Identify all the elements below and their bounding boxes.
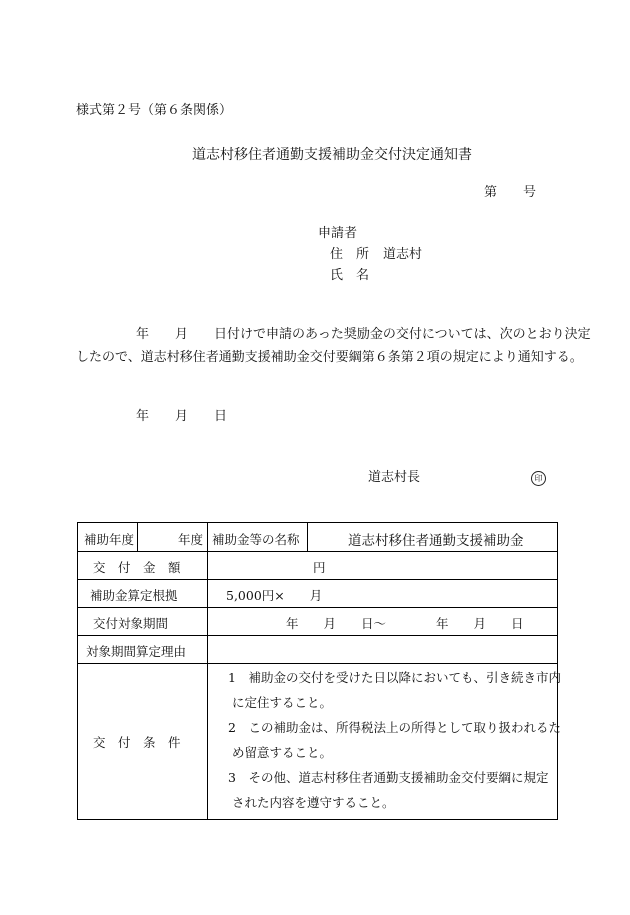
condition-line: された内容を遵守すること。 <box>232 795 395 810</box>
applicant-name: 氏 名 <box>330 268 370 283</box>
issuer: 道志村長 <box>368 470 421 485</box>
basis-label: 補助金算定根拠 <box>90 588 178 603</box>
form-number: 様式第２号（第６条関係） <box>76 103 233 118</box>
date-line: 年 月 日 <box>136 409 228 424</box>
basis-value: 5,000円× 月 <box>226 588 323 603</box>
document-number <box>484 181 536 200</box>
year-label: 補助年度 <box>84 532 135 547</box>
condition-line: 3 その他、道志村移住者通勤支援補助金交付要綱に規定 <box>228 770 549 785</box>
applicant-address <box>330 243 422 262</box>
year-unit: 年度 <box>178 532 204 547</box>
body-line-2: したので、道志村移住者通勤支援補助金交付要綱第６条第２項の規定により通知する。 <box>76 350 583 365</box>
seal-mark: 印 <box>531 466 546 486</box>
period-label: 交付対象期間 <box>93 616 169 631</box>
amount-unit: 円 <box>313 560 326 575</box>
address-value: 道志村 <box>383 247 423 262</box>
condition-line: 2 この補助金は、所得税法上の所得として取り扱われるた <box>228 720 561 735</box>
amount-label: 交 付 金 額 <box>93 560 181 575</box>
address-label: 住 所 <box>330 247 370 262</box>
subsidy-name-label: 補助金等の名称 <box>212 532 300 547</box>
doc-number-prefix: 第 <box>484 185 498 200</box>
doc-number-suffix: 号 <box>523 185 537 200</box>
conditions-list <box>228 665 561 815</box>
period-value: 年 月 日～ 年 月 日 <box>286 616 524 631</box>
period-reason-label: 対象期間算定理由 <box>86 644 187 659</box>
condition-line: め留意すること。 <box>232 745 333 760</box>
body-line-1: 年 月 日付けで申請のあった奨励金の交付については、次のとおり決定 <box>136 327 591 342</box>
applicant-heading: 申請者 <box>318 226 358 241</box>
condition-line: 1 補助金の交付を受けた日以降においても、引き続き市内 <box>228 670 561 685</box>
document-title: 道志村移住者通勤支援補助金交付決定通知書 <box>192 147 472 163</box>
conditions-label: 交 付 条 件 <box>93 735 181 750</box>
condition-line: に定住すること。 <box>232 695 333 710</box>
subsidy-name-value: 道志村移住者通勤支援補助金 <box>348 533 524 549</box>
